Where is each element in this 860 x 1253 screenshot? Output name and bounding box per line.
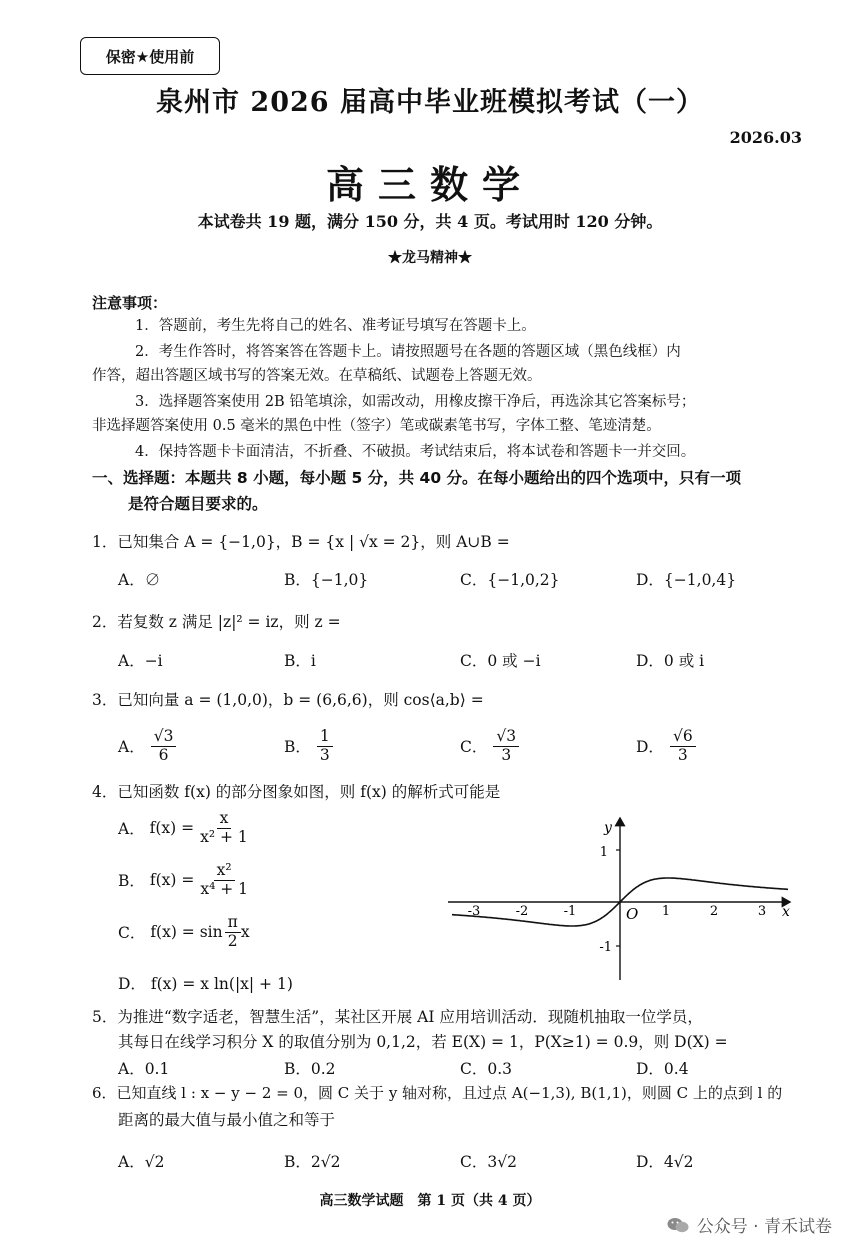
watermark: [667, 1212, 832, 1237]
notice-heading: 注意事项：: [92, 294, 168, 312]
question-6-stem-1: 6．已知直线 l : x − y − 2 = 0，圆 C 关于 y 轴对称，且过点 A(−1,3), B(1,1)，则圆 C 上的点到 l 的: [92, 1084, 783, 1102]
q3-option-a: A． $\frac{√3}{6}$: [118, 728, 176, 765]
x-tick-label: 1: [661, 904, 671, 919]
x-tick-label: -3: [467, 904, 481, 919]
question-2-stem: 2．若复数 z 满足 |z|² = iz，则 z =: [92, 613, 341, 631]
notice-item: 非选择题答案使用 0.5 毫米的黑色中性（签字）笔或碳素笔书写，字体工整、笔迹清楚。: [92, 418, 661, 434]
q5-option-c: C．0.3: [460, 1060, 513, 1078]
confidential-label: 保密★使用前: [80, 37, 220, 75]
q6-option-c: C．3√2: [460, 1153, 517, 1171]
q4-option-c: C． f(x) = sin $\frac{\pi}{2}$ x: [118, 913, 250, 950]
x-axis-label: x: [782, 904, 790, 920]
y-tick-label: 1: [599, 845, 608, 860]
motto: ★龙马精神★: [388, 250, 472, 266]
notice-item: 2．考生作答时，将答案答在答题卡上。请按照题号在各题的答题区域（黑色线框）内: [135, 344, 681, 360]
y-axis-label: y: [604, 820, 612, 836]
q2-option-a: A．−i: [118, 652, 163, 670]
q4-option-a: A． f(x) = $\frac{x}{\text{x² + 1}}$: [118, 809, 248, 846]
question-5-stem-2: 其每日在线学习积分 X 的取值分别为 0,1,2，若 E(X) = 1，P(X≥1) = 0.9，则 D(X) =: [118, 1033, 728, 1051]
notice-item: 3．选择题答案使用 2B 铅笔填涂，如需改动，用橡皮擦干净后，再选涂其它答案标号；: [135, 394, 696, 410]
q5-option-a: A．0.1: [118, 1060, 170, 1078]
exam-title: 泉州市 2026 届高中毕业班模拟考试（一）: [156, 87, 704, 118]
question-6-stem-2: 距离的最大值与最小值之和等于: [118, 1111, 336, 1129]
q6-option-b: B．2√2: [284, 1153, 341, 1171]
watermark-text: 公众号 · 青禾试卷: [696, 1217, 832, 1237]
x-tick-label: -1: [563, 904, 577, 919]
q3-option-d: D． $\frac{√6}{3}$: [636, 728, 696, 765]
q1-option-c: C．{−1,0,2}: [460, 571, 560, 589]
q1-option-d: D．{−1,0,4}: [636, 571, 737, 589]
origin-label: O: [626, 905, 639, 923]
q2-option-c: C．0 或 −i: [460, 652, 541, 670]
section-heading: 一、选择题：本题共 8 小题，每小题 5 分，共 40 分。在每小题给出的四个选项中，只有一项: [92, 469, 742, 487]
page-footer: 高三数学试题 第 1 页（共 4 页）: [319, 1193, 541, 1209]
q6-option-a: A．√2: [118, 1153, 165, 1171]
q3-option-c: C． $\frac{√3}{3}$: [460, 728, 519, 765]
subject-title: 高三数学: [325, 162, 534, 207]
exam-date: 2026.03: [729, 128, 802, 147]
exam-info: 本试卷共 19 题，满分 150 分，共 4 页。考试用时 120 分钟。: [197, 212, 663, 231]
x-tick-label: 2: [709, 904, 719, 919]
q5-option-d: D．0.4: [636, 1060, 689, 1078]
q2-option-d: D．0 或 i: [636, 652, 705, 670]
question-1-stem: 1．已知集合 A = {−1,0}，B = {x | √x = 2}，则 A∪B =: [92, 533, 510, 551]
notice-item: 作答，超出答题区域书写的答案无效。在草稿纸、试题卷上答题无效。: [92, 368, 542, 384]
question-4-stem: 4．已知函数 f(x) 的部分图象如图，则 f(x) 的解析式可能是: [92, 783, 501, 801]
function-graph: [446, 812, 798, 984]
q6-option-d: D．4√2: [636, 1153, 694, 1171]
q4-option-b: B． f(x) = $\frac{\text{x²}}{\text{x⁴ + 1}}$: [118, 861, 248, 898]
q4-option-d: D． f(x) = x ln(|x| + 1): [118, 975, 293, 993]
q5-option-b: B．0.2: [284, 1060, 336, 1078]
q3-option-b: B． $\frac{1}{3}$: [284, 728, 333, 765]
section-heading-cont: 是符合题目要求的。: [128, 495, 268, 513]
q1-option-b: B．{−1,0}: [284, 571, 369, 589]
question-3-stem: 3．已知向量 a = (1,0,0)，b = (6,6,6)，则 cos⟨a,b⟩ =: [92, 691, 484, 709]
q1-option-a: A．∅: [118, 571, 161, 589]
q2-option-b: B．i: [284, 652, 316, 670]
question-5-stem-1: 5．为推进“数字适老，智慧生活”，某社区开展 AI 应用培训活动．现随机抽取一位学员，: [92, 1008, 703, 1026]
notice-item: 4．保持答题卡卡面清洁，不折叠、不破损。考试结束后，将本试卷和答题卡一并交回。: [135, 444, 696, 460]
notice-item: 1．答题前，考生先将自己的姓名、准考证号填写在答题卡上。: [135, 318, 536, 334]
wechat-icon: [667, 1216, 689, 1234]
x-tick-label: -2: [515, 904, 529, 919]
x-tick-label: 3: [757, 904, 767, 919]
y-tick-label: -1: [599, 940, 612, 955]
